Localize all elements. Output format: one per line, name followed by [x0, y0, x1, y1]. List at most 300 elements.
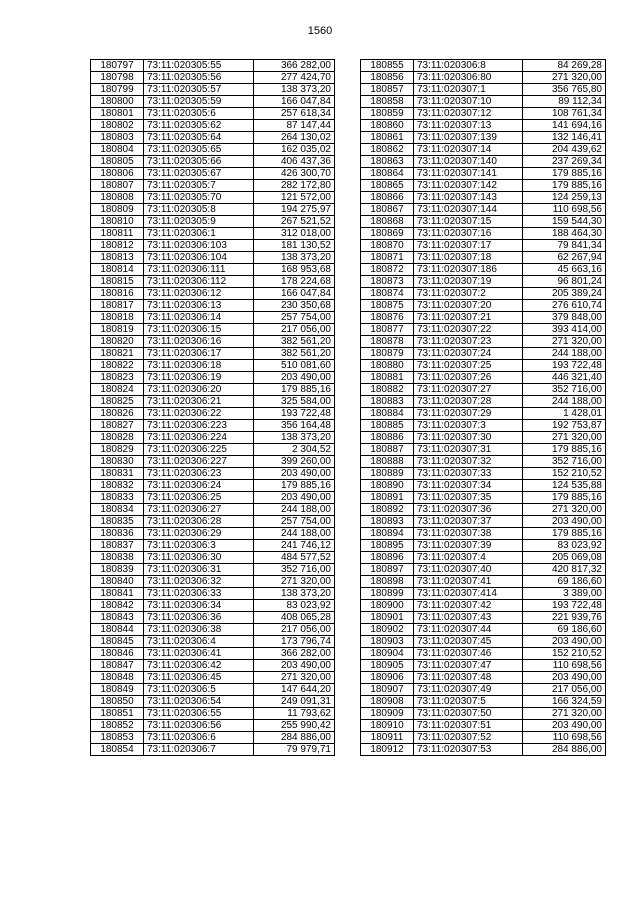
cadastral-value-cell: 84 269,28 — [523, 60, 606, 72]
cadastral-number-cell: 73:11:020307:26 — [414, 372, 523, 384]
cadastral-value-cell: 271 320,00 — [254, 576, 335, 588]
cadastral-value-cell: 166 047,84 — [254, 288, 335, 300]
row-number-cell: 180835 — [91, 516, 144, 528]
row-number-cell: 180860 — [361, 120, 414, 132]
cadastral-number-cell: 73:11:020306:24 — [144, 480, 254, 492]
cadastral-number-cell: 73:11:020305:7 — [144, 180, 254, 192]
table-row — [91, 444, 335, 456]
cadastral-number-cell: 73:11:020307:42 — [414, 600, 523, 612]
table-row — [361, 636, 606, 648]
table-row — [361, 396, 606, 408]
cadastral-value-cell: 203 490,00 — [523, 672, 606, 684]
table-row — [361, 696, 606, 708]
row-number-cell: 180806 — [91, 168, 144, 180]
cadastral-number-cell: 73:11:020307:5 — [414, 696, 523, 708]
cadastral-value-cell: 152 210,52 — [523, 648, 606, 660]
table-row — [361, 660, 606, 672]
table-row — [361, 408, 606, 420]
row-number-cell: 180840 — [91, 576, 144, 588]
cadastral-number-cell: 73:11:020307:51 — [414, 720, 523, 732]
cadastral-value-cell: 179 885,16 — [254, 480, 335, 492]
cadastral-value-cell: 79 979,71 — [254, 744, 335, 756]
row-number-cell: 180850 — [91, 696, 144, 708]
cadastral-value-cell: 244 188,00 — [523, 396, 606, 408]
cadastral-value-cell: 152 210,52 — [523, 468, 606, 480]
row-number-cell: 180862 — [361, 144, 414, 156]
table-row — [91, 672, 335, 684]
cadastral-value-cell: 408 065,28 — [254, 612, 335, 624]
cadastral-number-cell: 73:11:020306:32 — [144, 576, 254, 588]
cadastral-value-cell: 257 754,00 — [254, 516, 335, 528]
cadastral-value-cell: 271 320,00 — [523, 432, 606, 444]
cadastral-value-cell: 352 716,00 — [254, 564, 335, 576]
table-row — [91, 660, 335, 672]
table-row — [361, 600, 606, 612]
row-number-cell: 180844 — [91, 624, 144, 636]
table-row — [361, 432, 606, 444]
table-row — [361, 96, 606, 108]
row-number-cell: 180868 — [361, 216, 414, 228]
cadastral-value-cell: 271 320,00 — [523, 504, 606, 516]
row-number-cell: 180906 — [361, 672, 414, 684]
cadastral-value-cell: 203 490,00 — [523, 720, 606, 732]
cadastral-number-cell: 73:11:020307:143 — [414, 192, 523, 204]
register-table-left — [90, 59, 335, 756]
table-row — [361, 612, 606, 624]
cadastral-value-cell: 96 801,24 — [523, 276, 606, 288]
table-row — [361, 84, 606, 96]
cadastral-number-cell: 73:11:020306:34 — [144, 600, 254, 612]
cadastral-number-cell: 73:11:020307:1 — [414, 84, 523, 96]
cadastral-value-cell: 69 186,60 — [523, 576, 606, 588]
cadastral-number-cell: 73:11:020307:31 — [414, 444, 523, 456]
cadastral-value-cell: 124 259,13 — [523, 192, 606, 204]
cadastral-number-cell: 73:11:020306:30 — [144, 552, 254, 564]
cadastral-value-cell: 257 754,00 — [254, 312, 335, 324]
cadastral-number-cell: 73:11:020305:8 — [144, 204, 254, 216]
table-row — [361, 732, 606, 744]
cadastral-number-cell: 73:11:020306:23 — [144, 468, 254, 480]
table-row — [91, 168, 335, 180]
row-number-cell: 180834 — [91, 504, 144, 516]
cadastral-value-cell: 312 018,00 — [254, 228, 335, 240]
cadastral-value-cell: 124 535,88 — [523, 480, 606, 492]
table-row — [91, 528, 335, 540]
cadastral-number-cell: 73:11:020307:20 — [414, 300, 523, 312]
row-number-cell: 180798 — [91, 72, 144, 84]
cadastral-number-cell: 73:11:020305:59 — [144, 96, 254, 108]
cadastral-value-cell: 352 716,00 — [523, 456, 606, 468]
row-number-cell: 180846 — [91, 648, 144, 660]
cadastral-number-cell: 73:11:020307:15 — [414, 216, 523, 228]
row-number-cell: 180899 — [361, 588, 414, 600]
row-number-cell: 180804 — [91, 144, 144, 156]
cadastral-number-cell: 73:11:020307:49 — [414, 684, 523, 696]
cadastral-number-cell: 73:11:020307:46 — [414, 648, 523, 660]
row-number-cell: 180810 — [91, 216, 144, 228]
cadastral-value-cell: 244 188,00 — [254, 504, 335, 516]
cadastral-number-cell: 73:11:020306:27 — [144, 504, 254, 516]
table-row — [361, 672, 606, 684]
row-number-cell: 180884 — [361, 408, 414, 420]
table-row — [361, 216, 606, 228]
cadastral-value-cell: 257 618,34 — [254, 108, 335, 120]
table-row — [91, 732, 335, 744]
cadastral-number-cell: 73:11:020307:139 — [414, 132, 523, 144]
cadastral-value-cell: 194 275,97 — [254, 204, 335, 216]
cadastral-number-cell: 73:11:020307:25 — [414, 360, 523, 372]
cadastral-value-cell: 87 147,44 — [254, 120, 335, 132]
cadastral-value-cell: 399 260,00 — [254, 456, 335, 468]
cadastral-number-cell: 73:11:020307:144 — [414, 204, 523, 216]
cadastral-number-cell: 73:11:020307:32 — [414, 456, 523, 468]
table-row — [361, 312, 606, 324]
row-number-cell: 180830 — [91, 456, 144, 468]
cadastral-value-cell: 45 663,16 — [523, 264, 606, 276]
cadastral-value-cell: 241 746,12 — [254, 540, 335, 552]
cadastral-number-cell: 73:11:020307:22 — [414, 324, 523, 336]
cadastral-value-cell: 168 953,68 — [254, 264, 335, 276]
row-number-cell: 180843 — [91, 612, 144, 624]
cadastral-value-cell: 62 267,94 — [523, 252, 606, 264]
row-number-cell: 180803 — [91, 132, 144, 144]
cadastral-value-cell: 271 320,00 — [523, 72, 606, 84]
cadastral-value-cell: 284 886,00 — [523, 744, 606, 756]
cadastral-number-cell: 73:11:020306:104 — [144, 252, 254, 264]
row-number-cell: 180823 — [91, 372, 144, 384]
cadastral-number-cell: 73:11:020307:34 — [414, 480, 523, 492]
row-number-cell: 180907 — [361, 684, 414, 696]
cadastral-number-cell: 73:11:020306:21 — [144, 396, 254, 408]
cadastral-number-cell: 73:11:020306:16 — [144, 336, 254, 348]
row-number-cell: 180829 — [91, 444, 144, 456]
cadastral-value-cell: 406 437,36 — [254, 156, 335, 168]
cadastral-number-cell: 73:11:020306:112 — [144, 276, 254, 288]
table-row — [361, 564, 606, 576]
row-number-cell: 180895 — [361, 540, 414, 552]
cadastral-number-cell: 73:11:020306:20 — [144, 384, 254, 396]
cadastral-number-cell: 73:11:020306:1 — [144, 228, 254, 240]
table-row — [361, 108, 606, 120]
table-row — [361, 204, 606, 216]
table-row — [361, 120, 606, 132]
row-number-cell: 180799 — [91, 84, 144, 96]
cadastral-number-cell: 73:11:020307:37 — [414, 516, 523, 528]
table-row — [361, 384, 606, 396]
row-number-cell: 180802 — [91, 120, 144, 132]
table-row — [361, 156, 606, 168]
table-row — [361, 144, 606, 156]
table-row — [91, 432, 335, 444]
cadastral-value-cell: 284 886,00 — [254, 732, 335, 744]
row-number-cell: 180903 — [361, 636, 414, 648]
cadastral-number-cell: 73:11:020307:29 — [414, 408, 523, 420]
row-number-cell: 180857 — [361, 84, 414, 96]
cadastral-value-cell: 3 389,00 — [523, 588, 606, 600]
table-row — [91, 636, 335, 648]
row-number-cell: 180864 — [361, 168, 414, 180]
cadastral-value-cell: 217 056,00 — [254, 324, 335, 336]
cadastral-value-cell: 121 572,00 — [254, 192, 335, 204]
cadastral-number-cell: 73:11:020305:6 — [144, 108, 254, 120]
row-number-cell: 180847 — [91, 660, 144, 672]
row-number-cell: 180818 — [91, 312, 144, 324]
table-row — [91, 372, 335, 384]
row-number-cell: 180910 — [361, 720, 414, 732]
cadastral-number-cell: 73:11:020305:66 — [144, 156, 254, 168]
table-row — [91, 408, 335, 420]
cadastral-value-cell: 1 428,01 — [523, 408, 606, 420]
cadastral-number-cell: 73:11:020306:227 — [144, 456, 254, 468]
cadastral-number-cell: 73:11:020307:41 — [414, 576, 523, 588]
table-row — [361, 336, 606, 348]
table-row — [91, 156, 335, 168]
cadastral-value-cell: 366 282,00 — [254, 60, 335, 72]
table-row — [91, 612, 335, 624]
table-row — [91, 468, 335, 480]
cadastral-number-cell: 73:11:020307:39 — [414, 540, 523, 552]
cadastral-value-cell: 276 610,74 — [523, 300, 606, 312]
row-number-cell: 180841 — [91, 588, 144, 600]
table-row — [91, 120, 335, 132]
table-row — [91, 324, 335, 336]
row-number-cell: 180875 — [361, 300, 414, 312]
table-row — [361, 132, 606, 144]
table-row — [91, 264, 335, 276]
table-row — [91, 252, 335, 264]
table-row — [361, 552, 606, 564]
cadastral-value-cell: 179 885,16 — [523, 528, 606, 540]
cadastral-value-cell: 271 320,00 — [523, 708, 606, 720]
cadastral-number-cell: 73:11:020306:42 — [144, 660, 254, 672]
row-number-cell: 180800 — [91, 96, 144, 108]
table-row — [91, 288, 335, 300]
table-row — [361, 192, 606, 204]
table-row — [91, 708, 335, 720]
cadastral-value-cell: 203 490,00 — [523, 636, 606, 648]
cadastral-value-cell: 11 793,62 — [254, 708, 335, 720]
table-row — [91, 132, 335, 144]
cadastral-number-cell: 73:11:020307:27 — [414, 384, 523, 396]
table-row — [91, 588, 335, 600]
row-number-cell: 180831 — [91, 468, 144, 480]
table-row — [361, 288, 606, 300]
cadastral-number-cell: 73:11:020306:56 — [144, 720, 254, 732]
row-number-cell: 180837 — [91, 540, 144, 552]
table-row — [91, 336, 335, 348]
cadastral-number-cell: 73:11:020305:62 — [144, 120, 254, 132]
cadastral-value-cell: 205 069,08 — [523, 552, 606, 564]
table-row — [91, 504, 335, 516]
cadastral-number-cell: 73:11:020307:142 — [414, 180, 523, 192]
row-number-cell: 180911 — [361, 732, 414, 744]
cadastral-number-cell: 73:11:020306:6 — [144, 732, 254, 744]
row-number-cell: 180872 — [361, 264, 414, 276]
cadastral-value-cell: 244 188,00 — [254, 528, 335, 540]
table-row — [91, 456, 335, 468]
cadastral-value-cell: 138 373,20 — [254, 252, 335, 264]
table-row — [361, 348, 606, 360]
row-number-cell: 180826 — [91, 408, 144, 420]
row-number-cell: 180909 — [361, 708, 414, 720]
cadastral-number-cell: 73:11:020307:47 — [414, 660, 523, 672]
cadastral-value-cell: 83 023,92 — [523, 540, 606, 552]
table-row — [91, 696, 335, 708]
row-number-cell: 180888 — [361, 456, 414, 468]
cadastral-value-cell: 249 091,31 — [254, 696, 335, 708]
cadastral-value-cell: 204 439,62 — [523, 144, 606, 156]
table-row — [361, 504, 606, 516]
cadastral-value-cell: 230 350,68 — [254, 300, 335, 312]
cadastral-value-cell: 192 753,87 — [523, 420, 606, 432]
cadastral-number-cell: 73:11:020306:223 — [144, 420, 254, 432]
cadastral-number-cell: 73:11:020306:45 — [144, 672, 254, 684]
table-row — [91, 360, 335, 372]
table-row — [91, 228, 335, 240]
cadastral-value-cell: 271 320,00 — [254, 672, 335, 684]
cadastral-value-cell: 382 561,20 — [254, 336, 335, 348]
cadastral-number-cell: 73:11:020305:70 — [144, 192, 254, 204]
table-row — [361, 492, 606, 504]
cadastral-number-cell: 73:11:020306:25 — [144, 492, 254, 504]
table-row — [91, 216, 335, 228]
table-row — [91, 624, 335, 636]
cadastral-number-cell: 73:11:020307:16 — [414, 228, 523, 240]
cadastral-number-cell: 73:11:020307:140 — [414, 156, 523, 168]
cadastral-value-cell: 237 269,34 — [523, 156, 606, 168]
table-row — [361, 744, 606, 756]
cadastral-number-cell: 73:11:020307:52 — [414, 732, 523, 744]
row-number-cell: 180873 — [361, 276, 414, 288]
cadastral-number-cell: 73:11:020306:18 — [144, 360, 254, 372]
cadastral-value-cell: 141 694,16 — [523, 120, 606, 132]
table-row — [361, 444, 606, 456]
row-number-cell: 180886 — [361, 432, 414, 444]
table-row — [91, 204, 335, 216]
row-number-cell: 180863 — [361, 156, 414, 168]
row-number-cell: 180855 — [361, 60, 414, 72]
row-number-cell: 180883 — [361, 396, 414, 408]
cadastral-value-cell: 271 320,00 — [523, 336, 606, 348]
row-number-cell: 180890 — [361, 480, 414, 492]
cadastral-value-cell: 162 035,02 — [254, 144, 335, 156]
cadastral-number-cell: 73:11:020305:57 — [144, 84, 254, 96]
cadastral-number-cell: 73:11:020307:14 — [414, 144, 523, 156]
cadastral-number-cell: 73:11:020307:4 — [414, 552, 523, 564]
cadastral-value-cell: 255 990,42 — [254, 720, 335, 732]
cadastral-number-cell: 73:11:020307:24 — [414, 348, 523, 360]
table-row — [361, 372, 606, 384]
table-row — [361, 240, 606, 252]
cadastral-number-cell: 73:11:020306:19 — [144, 372, 254, 384]
cadastral-value-cell: 89 112,34 — [523, 96, 606, 108]
cadastral-number-cell: 73:11:020307:48 — [414, 672, 523, 684]
table-row — [361, 420, 606, 432]
cadastral-number-cell: 73:11:020306:22 — [144, 408, 254, 420]
table-row — [91, 576, 335, 588]
row-number-cell: 180811 — [91, 228, 144, 240]
table-row — [361, 276, 606, 288]
row-number-cell: 180822 — [91, 360, 144, 372]
cadastral-value-cell: 166 047,84 — [254, 96, 335, 108]
cadastral-number-cell: 73:11:020306:225 — [144, 444, 254, 456]
cadastral-number-cell: 73:11:020307:3 — [414, 420, 523, 432]
cadastral-value-cell: 366 282,00 — [254, 648, 335, 660]
cadastral-value-cell: 188 464,30 — [523, 228, 606, 240]
table-row — [361, 588, 606, 600]
table-row — [91, 552, 335, 564]
cadastral-value-cell: 379 848,00 — [523, 312, 606, 324]
row-number-cell: 180876 — [361, 312, 414, 324]
cadastral-value-cell: 193 722,48 — [254, 408, 335, 420]
row-number-cell: 180878 — [361, 336, 414, 348]
table-row — [361, 360, 606, 372]
cadastral-value-cell: 510 081,60 — [254, 360, 335, 372]
cadastral-number-cell: 73:11:020306:5 — [144, 684, 254, 696]
cadastral-value-cell: 217 056,00 — [523, 684, 606, 696]
row-number-cell: 180851 — [91, 708, 144, 720]
row-number-cell: 180854 — [91, 744, 144, 756]
cadastral-value-cell: 179 885,16 — [523, 492, 606, 504]
table-row — [361, 264, 606, 276]
cadastral-value-cell: 217 056,00 — [254, 624, 335, 636]
cadastral-number-cell: 73:11:020306:54 — [144, 696, 254, 708]
cadastral-number-cell: 73:11:020306:8 — [414, 60, 523, 72]
row-number-cell: 180894 — [361, 528, 414, 540]
cadastral-value-cell: 352 716,00 — [523, 384, 606, 396]
table-row — [361, 516, 606, 528]
row-number-cell: 180845 — [91, 636, 144, 648]
cadastral-value-cell: 244 188,00 — [523, 348, 606, 360]
cadastral-number-cell: 73:11:020306:3 — [144, 540, 254, 552]
cadastral-number-cell: 73:11:020306:14 — [144, 312, 254, 324]
cadastral-value-cell: 181 130,52 — [254, 240, 335, 252]
cadastral-number-cell: 73:11:020307:10 — [414, 96, 523, 108]
row-number-cell: 180880 — [361, 360, 414, 372]
cadastral-value-cell: 178 224,68 — [254, 276, 335, 288]
row-number-cell: 180869 — [361, 228, 414, 240]
table-row — [91, 312, 335, 324]
row-number-cell: 180833 — [91, 492, 144, 504]
row-number-cell: 180887 — [361, 444, 414, 456]
cadastral-number-cell: 73:11:020307:30 — [414, 432, 523, 444]
cadastral-value-cell: 159 544,30 — [523, 216, 606, 228]
cadastral-value-cell: 110 698,56 — [523, 660, 606, 672]
cadastral-value-cell: 193 722,48 — [523, 600, 606, 612]
cadastral-value-cell: 446 321,40 — [523, 372, 606, 384]
row-number-cell: 180827 — [91, 420, 144, 432]
table-row — [361, 456, 606, 468]
row-number-cell: 180892 — [361, 504, 414, 516]
row-number-cell: 180881 — [361, 372, 414, 384]
table-row — [361, 324, 606, 336]
row-number-cell: 180809 — [91, 204, 144, 216]
table-row — [91, 564, 335, 576]
cadastral-value-cell: 79 841,34 — [523, 240, 606, 252]
row-number-cell: 180900 — [361, 600, 414, 612]
cadastral-number-cell: 73:11:020306:13 — [144, 300, 254, 312]
cadastral-value-cell: 179 885,16 — [523, 168, 606, 180]
row-number-cell: 180882 — [361, 384, 414, 396]
row-number-cell: 180824 — [91, 384, 144, 396]
cadastral-number-cell: 73:11:020305:9 — [144, 216, 254, 228]
cadastral-value-cell: 325 584,00 — [254, 396, 335, 408]
cadastral-value-cell: 484 577,52 — [254, 552, 335, 564]
table-row — [91, 240, 335, 252]
table-row — [361, 168, 606, 180]
table-row — [91, 144, 335, 156]
table-row — [361, 228, 606, 240]
